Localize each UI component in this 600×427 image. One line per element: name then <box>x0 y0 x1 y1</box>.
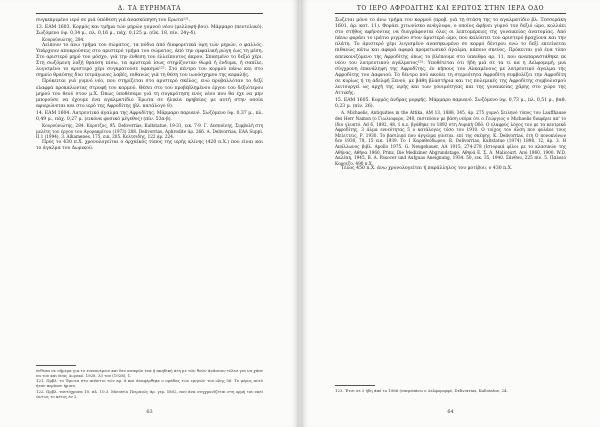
footnotes <box>36 365 263 399</box>
paragraph: Σωζεται μόνο το άνω τμήμα του κορμού (προβ. γιά τη στάση της το αγαλματίδιο βλ. Τεσσεράκη 1601, άρ. κατ. 11). Φοράει χιτωνίσκο ανάγλυφο, ο οποίος άφήνει γυμνό τον δεξιό ώμο, κολλάει στο στήθος αφήνοντας να διαγράφονται όλες οι λεπτομέρειες της γυναικείας άνατομίας. Από πάνω φοράει το ιμάτιο ριγμένο στον άριστερό ώμο, που καλύπτει τον αριστερό βραχίονα και την πλάτη. Το άριστερό χέρι λυγισμένο ανασηκωμένο σε κορμό δέντρου ενώ το δεξί εκτείνεται πιθανώς κάτω και αφορά αφορά προμετωπικό άγαλμα, κάποιο σκεύος. Πρόκειται γιά ένα τύπο απεικονιζόμενο της Αφροδίτης όπως το βλέπουμε στο ύπαιθρο αρ. 11, που αναπαραστάθηκε εκ νέου του λατρευτικού αγάλματος¹²³. Υποθέτεται ότι ήδη μιά σε τα τι κα η Δελφομιμή, μια σύγχρονη έπανάληψη της Αφροδίτης, έν κήπους του Αλκαμένους με λατρευτικό άγαλμα της Αφροδίτης του Δαφνιού. Το δέντρο πού ακούει τη στερεότητα Αφροδίτη συμβολίζει την Αφροδίτη σε κυρίως ή τη αδελφή Ξενού, με βάθη βλαστήρια και τις πολεμικές της Αφροδίτης συμβολισμού λειτουργεί ως αρχή της ιερής και των γονιμότητας και της γυναικείας χάρης στο χώρο της Αττικής. <box>335 18 566 97</box>
bibliography: Κουρούνιώτης, 284. Κοροτζος, 95. Delivorrias, Kultstatue, 19-31, εικ. 7-9. Γ. Δεσποίνης, Συμβολή στη μελέτη του έργου του Αγορακρίτου (1973) 208. Delivorrias, Aphrodite άρ. 266. A. Delivorrias, EAA Suppl. II 1 (1994), 3. Alkamenes, 175, εικ. 205. Κελτσιδης, 122 άρ. 224. <box>36 123 263 140</box>
bibliography: Κουρούνιώτης, 284. <box>42 37 85 43</box>
footnote-rule <box>36 365 76 366</box>
page-number: 64 <box>447 409 454 415</box>
catalog-entry-15: 15. EAM 1605. Κορμός άνδρας μορφής. Μάρμαρο παριανό. Σωζόμενο ύψ. 0,73 μ., πλ. 0,51 μ., βαθ. 0,23 μ. (πίν. 26). <box>335 98 566 110</box>
running-head: Δ. ΤΑ ΕΥΡΗΜΑΤΑ <box>117 5 182 12</box>
paragraph: Λείπουν το άνω τμήμα του σώματος, τα πόδια άπό διαφορετικά ύψη τών μηρών, ο φαλλός. Υπάρχουν αποκρούσεις στο αριστερό τμήμα του σώματος, άπό την ομφαλική ρώγη έως τη μέση. Στο αριστερό μηρό τον μόσχο, γιά την ένθεση του έλλείποντος άκρου. Σπασμένο το δεξιό χέρι. Στη σωζόμενη λοξή θραύση πίσω, τα αριστερά ίσως στηρίζονταν θωρά ή ένδυμα, ή σαπίλε, λυγισμένο το αριστερό χέρι συγκρατούσε ύφασμα¹²². Στό κέντρο του κορμού πάνω και στο σημείο θραύσης δυο τετράγωνες λαβές, πιθανώς γιά τη θέση του ιωνόσχημου της κεφαλής. <box>36 42 263 79</box>
bibliography: A. Michaelis, Antiquities in the Attika, AM 13, 1888, 345, άρ. 275 γυμνό Σειληνό τύπος του Lauffhause des Herr Namon (ο Γιωλιοφορν, 240, πιστεύουν με βάση νεύρα ότι ο Γεώργιος ο Michaelis διαφέρει απ' το ίδιο γλυπτό. Ad 6, 1892, 48, 1 κ.ε. βγάθηκε το 1892 στη Λυρική Οδό. Ο ελαφρύς λόγος του με τα κεντρικά Αφροδίτης, 3 άλμα εννεότητας 5 ο κατάλογος τόσο του 1910. Ο τοίχος του άλση που φυλάνε τους Μελιττεις, Ρ. 1930. Το βασιλικό που άγγελμα γίνεται. επί της σκέψης. Κ. Delivorrias, έτη Ο πονοκιόνων δεν 1930, 78, 15 εικ. 1939. Το 1 Καραθεόδωρου, Β. Delivorrias, Kultstatue (1974) 1898, 12, άρ. 3. Η Απόλλωνος βιβλ. Apollo 1975. G. Neugebauer, AA 1915, 274-278 (Ιστορικά φίλοι με το κλασικών της Αθήνας, Αθήνα 1960, Prinz, Die Mediziner Abgrundstage. Αθηνά Ε. Σ. A. Malicourt. Από 1960, 1900. W.D. Δαλέαη, 1945, Β. A. Paxocer und Aufguas Aneignung, 1934. 50, εικ. 35, 1940. Ξάνθου, 225 πίν. 5. Παλαιό Κοροτζο. 490 π.Χ. <box>335 110 566 166</box>
footnote: 123. Έτσι σε 2 ήδη άπό το 1966 (υπερεπάνω ο Δελφομορφέ, Delivorrias, Kultstatue, 24. <box>335 387 508 393</box>
catalog-entry-14: 14. EAM 1604. Λατρευτικό άγαλμα της Αφροδίτης. Μάρμαρο παριανό. Σωζόμενο ύψ. 0,37 μ., πλ. 0,49 μ., πάχ. 0,27 μ. (εικόνα φυσικό μέγεθος) (πίν. 53α-β). <box>36 110 263 122</box>
page-body <box>36 18 263 152</box>
page-number: 63 <box>146 409 153 415</box>
paragraph: Πρός το 430 π.Χ. χρονολογείται ο άρχαϊκός τύπος της ιερής κλίνης (420 π.Χ.) που είναι και το άγαλμα του Δωρικού. <box>36 139 263 151</box>
paragraph: συγκεκριμένο ιερό σε μιά ύπόθεση γιά άνασκόπηση του Ερωτα¹²¹. <box>36 18 191 23</box>
running-head: ΤΟ ΙΕΡΟ ΑΦΡΟΔΙΤΗΣ ΚΑΙ ΕΡΩΤΟΣ ΣΤΗΝ ΙΕΡΑ ΟΔΟ <box>356 5 545 12</box>
header-rule <box>335 13 566 14</box>
right-page <box>301 0 600 427</box>
page-body <box>335 18 566 172</box>
header-rule <box>36 13 263 14</box>
footnote: 121. Πρβλ. το Έρωτα στο ανάντιο τών αρ. 8 και άναφέρθηκε ο ομάδας των εμηνών του ολης 56. Το μέρος αυτό ήταν περίπου ήμισυ. <box>36 378 263 389</box>
paragraph: Πρόκειται γιά γυμνό νέο, που στηρίζεται στο αριστερό σκέλος, ενώ προβαλλόταν το δεξί ελαφρά προκαλώντας στροφή του κορμού. Θέσει στο του προβεβλημένου έργου του δεξιότερου μηρού του θεού στον μ.Χ. Όπως ύποθέσαμε γιά τη συγκρότηση ενός νέου που θα έχε να μην μπορούσε να έχουμε ένα αγαλματίδιο Έρωτα σε ήλικία εφηβείας με αυτή στην οποία αφιερώνεται και στο ιερό της Αφροδίτης (βλ. κατάλογο 8). <box>36 79 263 109</box>
footnote: ένθεσα σε σήμερα για το τουπινέμειν και δεν ασαφών ένα ή ακηδική άτη με τών θεών άνάσσον τέλεσ για να χάσε να του και ένας Δωρικό. 1928, 33 του (1928), 1. <box>36 367 263 378</box>
left-page <box>0 0 299 427</box>
footnotes <box>335 385 566 393</box>
paragraph: Τέλος 450 π.Χ. άνω χρονολογείται ή παράλληλος του μοτίβου, ο 430 π.Χ. <box>341 166 513 172</box>
catalog-entry-13: 13. EAM 1603. Κορμός και τμήμα τών μηρών γυμνού νέου (μελλοφή-βου). Μάρμαρο (πεντελικό). Σωζόμενο ύψ. 0,34 μ., πλ. 0,16 μ., πάχ. 0,125 μ. (εϊκ. 18, πίν. 24γ-δ). <box>36 25 263 37</box>
footnote-rule <box>335 385 375 386</box>
footnote: 122. Πρβλ. ταυτόχρονα 10. πλ. 10.3. Μουσείο Πειραιώς άρ. γερ. 1802, που άνα συγχρονίζεται στη ορμή του εκεί ώντως το κέτος έν 2. <box>36 388 263 399</box>
